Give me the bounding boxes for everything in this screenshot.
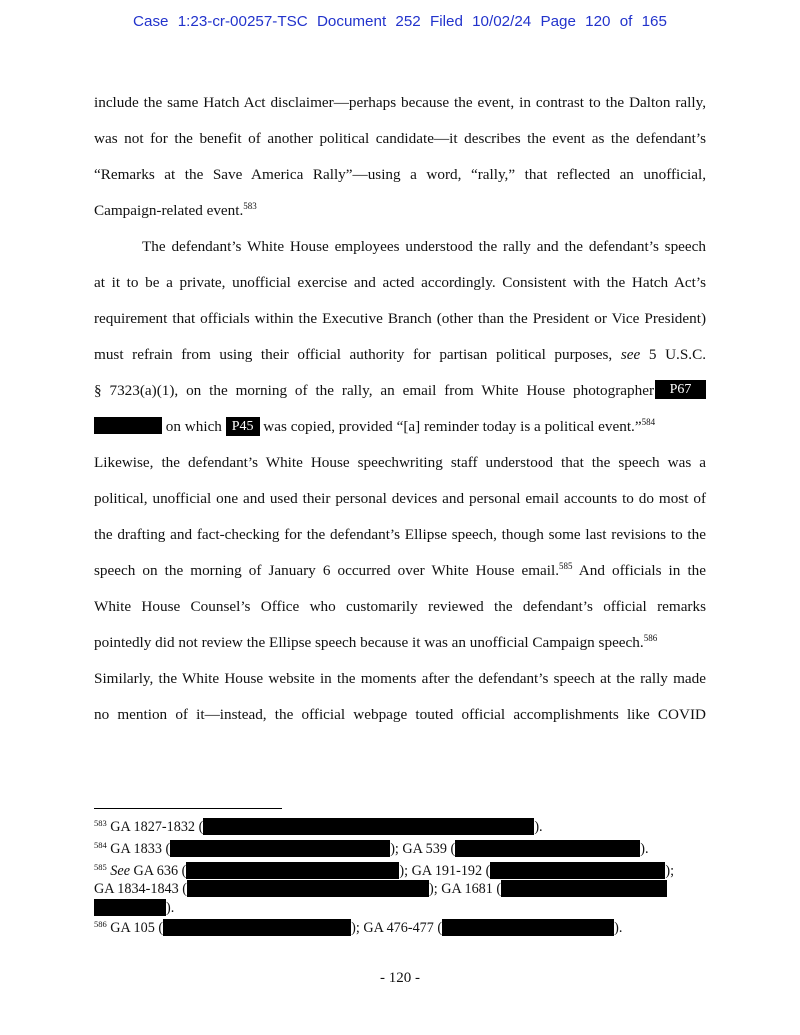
filed-date: Filed 10/02/24 bbox=[429, 13, 532, 30]
body-text: And officials in the bbox=[578, 562, 706, 579]
footnote-text: ). bbox=[534, 819, 543, 835]
footnote-text: GA 1833 ( bbox=[110, 841, 171, 857]
body-line-17: Similarly, the White House website in the moments after the defendant’s speech at the rally made bbox=[94, 670, 706, 687]
footnote-text: ). bbox=[640, 841, 649, 857]
footnote-text: ); GA 1681 ( bbox=[429, 881, 502, 897]
body-line-2: was not for the benefit of another political candidate—it describes the event as the defendant’s bbox=[94, 130, 706, 147]
body-line-10 bbox=[94, 417, 706, 437]
body-text: Campaign-related event. bbox=[94, 202, 244, 219]
body-line-7: requirement that officials within the Executive Branch (other than the President or Vice President) bbox=[94, 310, 706, 327]
body-text: pointedly did not review the Ellipse speech because it was an unofficial Campaign speech. bbox=[94, 634, 644, 651]
redaction-tag-p67: P67 bbox=[655, 380, 706, 399]
redaction-bar bbox=[501, 880, 667, 897]
footnote-text: GA 636 ( bbox=[133, 863, 187, 879]
footnote-text: ); bbox=[665, 863, 675, 879]
footnote-text: ); GA 539 ( bbox=[390, 841, 456, 857]
body-line-3: “Remarks at the Save America Rally”—using a word, “rally,” that reflected an unofficial, bbox=[94, 166, 706, 183]
redaction-bar bbox=[203, 818, 534, 835]
redaction-bar bbox=[186, 862, 399, 879]
body-line-1: include the same Hatch Act disclaimer—perhaps because the event, in contrast to the Dalton rally, bbox=[94, 94, 706, 111]
body-text: on which bbox=[165, 418, 222, 435]
body-line-13: the drafting and fact-checking for the defendant’s Ellipse speech, though some last revisions to the bbox=[94, 526, 706, 543]
footnote-585 bbox=[94, 862, 674, 880]
footnote-text: ). bbox=[166, 900, 175, 916]
case-number: Case 1:23-cr-00257-TSC bbox=[133, 13, 308, 30]
body-line-5: The defendant’s White House employees understood the rally and the defendant’s speech bbox=[142, 238, 706, 255]
footnote-number: 584 bbox=[94, 840, 107, 850]
footnote-ref-585: 585 bbox=[559, 561, 573, 571]
signal-see: See bbox=[110, 863, 130, 879]
footnote-text: GA 105 ( bbox=[110, 920, 164, 936]
redaction-bar bbox=[455, 840, 640, 857]
footnote-text: ). bbox=[614, 920, 623, 936]
body-line-16 bbox=[94, 633, 706, 653]
redaction-bar bbox=[490, 862, 665, 879]
footnote-text: GA 1827-1832 ( bbox=[110, 819, 204, 835]
redaction-bar bbox=[94, 899, 166, 916]
redaction-tag-p45: P45 bbox=[226, 417, 260, 436]
footnote-585-line-2 bbox=[94, 880, 667, 898]
body-line-15: White House Counsel’s Office who customarily reviewed the defendant’s official remarks bbox=[94, 598, 706, 615]
footnote-585-line-3 bbox=[94, 899, 174, 917]
footnote-ref-586: 586 bbox=[643, 633, 658, 643]
body-line-14 bbox=[94, 561, 706, 581]
redaction-bar bbox=[94, 417, 162, 434]
body-text: 5 U.S.C. bbox=[648, 346, 707, 363]
page-number: - 120 - bbox=[380, 970, 420, 986]
footnote-ref-583: 583 bbox=[243, 201, 257, 211]
body-line-18: no mention of it—instead, the official webpage touted official accomplishments like COVID bbox=[94, 706, 706, 723]
footnote-583 bbox=[94, 818, 543, 836]
body-line-4 bbox=[94, 201, 706, 221]
body-text: speech on the morning of January 6 occurred over White House email. bbox=[94, 562, 560, 579]
body-line-12: political, unofficial one and used their personal devices and personal email accounts to do most of bbox=[94, 490, 706, 507]
page-of: Page 120 of 165 bbox=[540, 13, 667, 30]
redaction-bar bbox=[170, 840, 390, 857]
footnote-separator bbox=[94, 808, 282, 809]
footnote-number: 583 bbox=[94, 818, 107, 828]
redaction-bar bbox=[163, 919, 351, 936]
footnote-586 bbox=[94, 919, 622, 937]
footnote-ref-584: 584 bbox=[641, 417, 656, 427]
body-text: must refrain from using their official authority for partisan political purposes, bbox=[94, 346, 613, 363]
document-number: Document 252 bbox=[316, 13, 421, 30]
footnote-text: ); GA 476-477 ( bbox=[351, 920, 443, 936]
footnote-584 bbox=[94, 840, 649, 858]
redaction-bar bbox=[187, 880, 429, 897]
footnote-text: GA 1834-1843 ( bbox=[94, 881, 188, 897]
footnote-number: 585 bbox=[94, 862, 107, 872]
footnote-number: 586 bbox=[94, 919, 107, 929]
body-line-9: § 7323(a)(1), on the morning of the rally, an email from White House photographer bbox=[94, 382, 654, 399]
body-line-8 bbox=[94, 345, 706, 365]
footnote-text: ); GA 191-192 ( bbox=[399, 863, 491, 879]
body-line-6: at it to be a private, unofficial exercise and acted accordingly. Consistent with the Hatch Act’s bbox=[94, 274, 706, 291]
signal-see: see bbox=[620, 346, 641, 363]
redaction-bar bbox=[442, 919, 614, 936]
case-header bbox=[0, 13, 800, 30]
body-text: was copied, provided “[a] reminder today is a political event.” bbox=[263, 418, 642, 435]
body-line-11: Likewise, the defendant’s White House speechwriting staff understood that the speech was a bbox=[94, 454, 706, 471]
